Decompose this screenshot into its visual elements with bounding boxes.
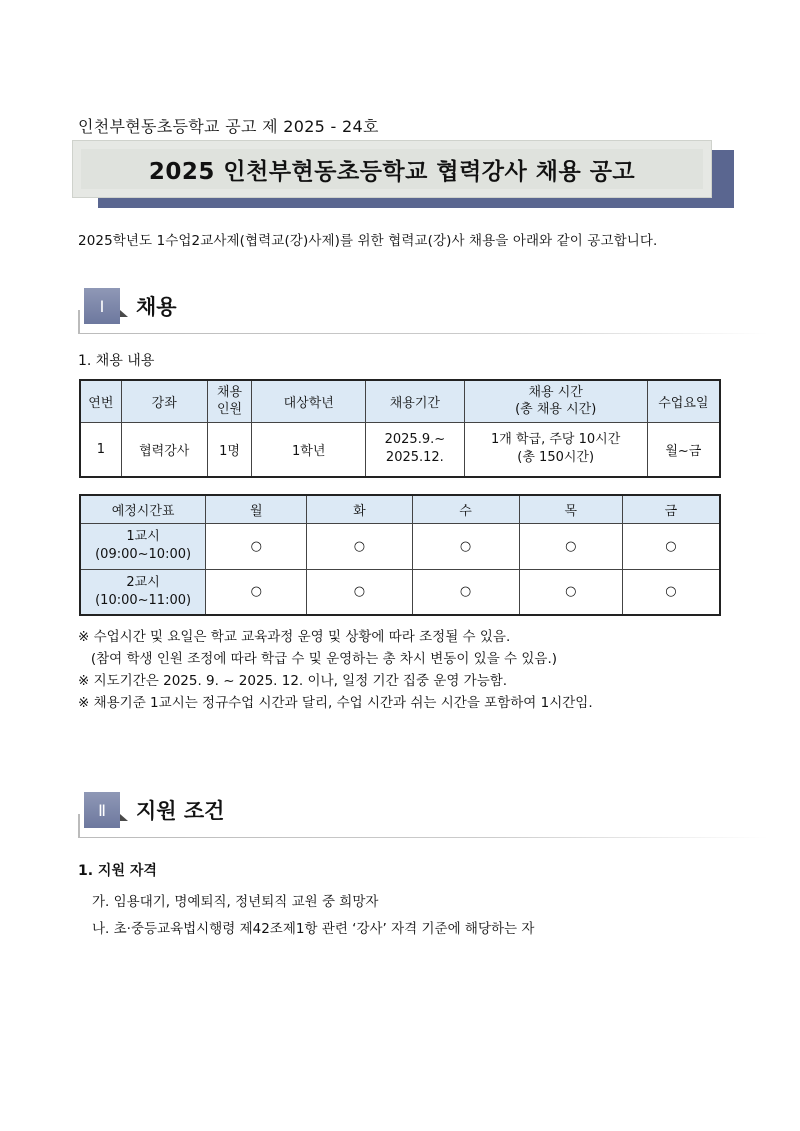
section-2-arrow-icon: [120, 814, 128, 821]
cell: [519, 569, 622, 615]
cell: [307, 523, 412, 569]
section-2-left-rule: [78, 814, 80, 838]
cell: 1학년: [252, 422, 366, 477]
section-1-number: Ⅰ: [84, 288, 120, 324]
slot-mark: ○: [459, 584, 472, 600]
title-banner: [72, 140, 736, 212]
section-1-bottom-rule: [78, 333, 768, 334]
condition-item: 가. 임용대기, 명예퇴직, 정년퇴직 교원 중 희망자: [92, 894, 379, 910]
intro-text: 2025학년도 1수업2교사제(협력교(강)사제)를 위한 협력교(강)사 채용을 아래와 같이 공고합니다.: [78, 233, 658, 249]
section-1-left-rule: [78, 310, 80, 334]
section-2-title: 지원 조건: [136, 799, 225, 823]
schedule-table-header: [80, 495, 720, 523]
cell: [622, 569, 720, 615]
note-item: (참여 학생 인원 조정에 따라 학급 수 및 운영하는 총 차시 변동이 있을 수 있음.): [78, 651, 558, 667]
cell: [206, 523, 307, 569]
section-1-arrow-icon: [120, 310, 128, 317]
slot-mark: ○: [353, 584, 366, 600]
section-2-subheading: 1. 지원 자격: [78, 863, 157, 879]
col-header: 수: [412, 495, 519, 523]
col-header: 금: [622, 495, 720, 523]
cell: 1개 학급, 주당 10시간 (총 150시간): [464, 422, 647, 477]
table-row: [80, 422, 720, 477]
notice-number: 인천부현동초등학교 공고 제 2025 - 24호: [78, 117, 379, 136]
schedule-table: [79, 494, 721, 616]
page-title: 2025 인천부현동초등학교 협력강사 채용 공고: [81, 149, 703, 189]
slot-mark: ○: [250, 538, 262, 554]
period-label: 2교시 (10:00~11:00): [80, 569, 206, 615]
col-header: 월: [206, 495, 307, 523]
title-box: [72, 140, 712, 198]
cell: 1명: [207, 422, 252, 477]
slot-mark: ○: [565, 538, 577, 554]
cell: 1: [80, 422, 121, 477]
cell: 월~금: [647, 422, 720, 477]
recruitment-table: [79, 379, 721, 478]
slot-mark: ○: [665, 584, 677, 600]
col-header: 채용기간: [366, 380, 465, 422]
cell: [412, 523, 519, 569]
slot-mark: ○: [665, 538, 677, 554]
col-header: 채용 인원: [207, 380, 252, 422]
section-2-number: Ⅱ: [84, 792, 120, 828]
cell: 협력강사: [121, 422, 207, 477]
col-header: 예정시간표: [80, 495, 206, 523]
cell: [519, 523, 622, 569]
note-item: ※ 채용기준 1교시는 정규수업 시간과 달리, 수업 시간과 쉬는 시간을 포함하여 1시간임.: [78, 695, 593, 711]
table-row: [80, 523, 720, 569]
condition-item: 나. 초·중등교육법시행령 제42조제1항 관련 ‘강사’ 자격 기준에 해당하는 자: [92, 921, 535, 937]
cell: [622, 523, 720, 569]
slot-mark: ○: [459, 538, 472, 554]
notes-list: [78, 626, 593, 714]
col-header: 강좌: [121, 380, 207, 422]
note-item: ※ 수업시간 및 요일은 학교 교육과정 운영 및 상황에 따라 조정될 수 있음.: [78, 629, 511, 645]
cell: [412, 569, 519, 615]
cell: 2025.9.~ 2025.12.: [366, 422, 465, 477]
col-header: 목: [519, 495, 622, 523]
slot-mark: ○: [250, 584, 262, 600]
section-1-header: [78, 288, 768, 334]
slot-mark: ○: [353, 538, 366, 554]
section-2-bottom-rule: [78, 837, 768, 838]
note-item: ※ 지도기간은 2025. 9. ~ 2025. 12. 이나, 일정 기간 집중 운영 가능함.: [78, 673, 508, 689]
section-1-subheading: 1. 채용 내용: [78, 353, 155, 369]
col-header: 화: [307, 495, 412, 523]
slot-mark: ○: [565, 584, 577, 600]
table-row: [80, 569, 720, 615]
period-label: 1교시 (09:00~10:00): [80, 523, 206, 569]
recruitment-table-header: [80, 380, 720, 422]
col-header: 수업요일: [647, 380, 720, 422]
section-2-header: [78, 792, 768, 838]
col-header: 대상학년: [252, 380, 366, 422]
col-header: 채용 시간 (총 채용 시간): [464, 380, 647, 422]
cell: [307, 569, 412, 615]
cell: [206, 569, 307, 615]
col-header: 연번: [80, 380, 121, 422]
section-1-title: 채용: [136, 295, 177, 319]
